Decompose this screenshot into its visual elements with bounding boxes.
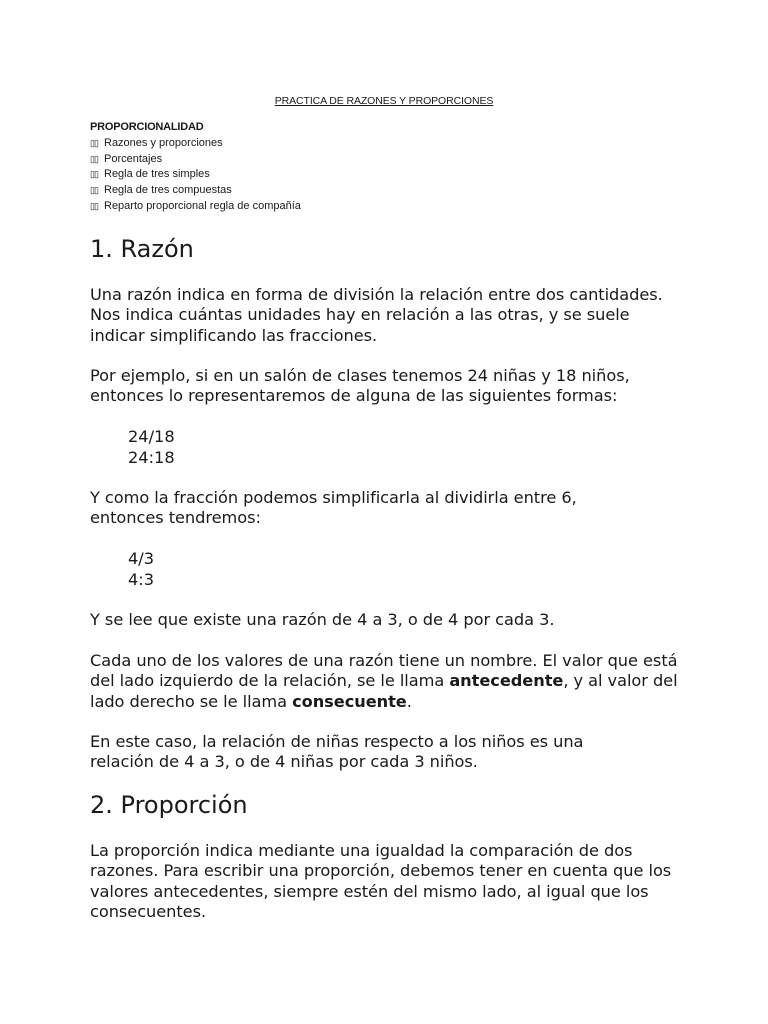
document-title: PRACTICA DE RAZONES Y PROPORCIONES [274,95,494,107]
paragraph-case-relation: En este caso, la relación de niñas respecto a los niños es una relación de 4 a 3, o de 4 niñas por cada 3 niños. [90,732,584,772]
missing-glyph-bullet-icon: ▯▯ [90,200,98,211]
topic-list-item [90,199,301,215]
example-ratio-block [128,427,175,468]
paragraph-text-segment: , y al valor del lado derecho se le llama [90,671,678,711]
term-antecedente: antecedente [449,671,564,691]
topic-list-item [90,183,301,199]
missing-glyph-bullet-icon: ▯▯ [90,185,98,196]
paragraph-text-segment: Cada uno de los valores de una razón tiene un nombre. El valor que está del lado izquierdo de la relación, se le llama [90,651,678,691]
paragraph-razon-example-intro: Por ejemplo, si en un salón de clases tenemos 24 niñas y 18 niños, entonces lo representaremos de alguna de las siguientes formas: [90,366,630,406]
term-consecuente: consecuente [292,691,407,711]
paragraph-text-segment: . [406,691,412,711]
simplified-ratio-colon: 4:3 [128,569,155,589]
topic-list-item-label: Reparto proporcional regla de compañía [104,199,301,212]
simplified-ratio-fraction: 4/3 [128,549,155,568]
example-ratio-colon: 24:18 [128,447,175,467]
paragraph-antecedent-consequent [90,651,685,712]
section-heading-razon: 1. Razón [90,235,194,263]
topic-list-item-label: Regla de tres simples [104,168,210,181]
missing-glyph-bullet-icon: ▯▯ [90,169,98,180]
topic-list-item [90,167,301,183]
topic-list-item-label: Razones y proporciones [104,136,223,149]
topic-list [90,120,301,215]
example-ratio-fraction: 24/18 [128,427,175,446]
paragraph-proporcion-definition: La proporción indica mediante una igualdad la comparación de dos razones. Para escribir una proporción, debemos tener en cuenta que los valores antecedentes, siempre estén del mismo lado, al igual que los consecuentes. [90,841,672,921]
section-heading-proporcion: 2. Proporción [90,791,248,819]
topic-list-item-label: Regla de tres compuestas [104,184,232,197]
paragraph-ratio-reading: Y se lee que existe una razón de 4 a 3, o de 4 por cada 3. [90,610,555,629]
simplified-ratio-block [128,549,154,590]
missing-glyph-bullet-icon: ▯▯ [90,153,98,164]
topic-list-heading: PROPORCIONALIDAD [90,121,204,133]
topic-list-item-label: Porcentajes [104,152,163,165]
topic-list-item [90,152,301,168]
paragraph-simplify: Y como la fracción podemos simplificarla al dividirla entre 6, entonces tendremos: [90,488,577,528]
topic-list-item [90,136,301,152]
paragraph-razon-definition: Una razón indica en forma de división la relación entre dos cantidades. Nos indica cuántas unidades hay en relación a las otras, y se suele indicar simplificando las fracciones. [90,285,663,345]
missing-glyph-bullet-icon: ▯▯ [90,137,98,148]
